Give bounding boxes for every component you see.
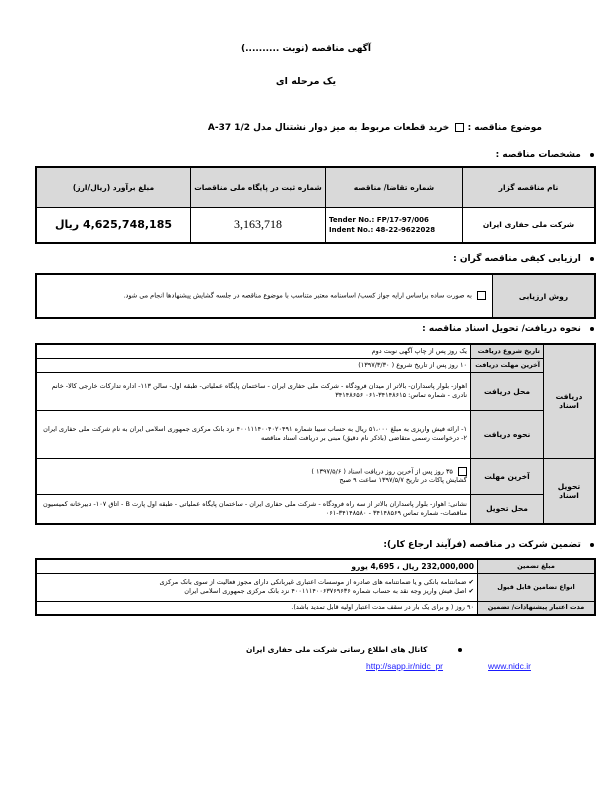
specs-heading-row: [294, 150, 594, 160]
validity-label: مدت اعتبار پیشنهادات/ تضمین: [478, 601, 596, 615]
method-label: نحوه دریافت: [471, 410, 544, 458]
specs-table: [35, 166, 596, 244]
checkmark-icon: ✔: [468, 587, 474, 595]
place-value: اهواز- بلوار پاسداران- بالاتر از میدان فرودگاه - شرکت ملی حفاری ایران - ساختمان پایگاه عملیاتی- طبقه اول- سالن ۱۱۳- اداره تدارکات خارجی کالا- خانم نادری - شماره تماس: ۳۴۱۴۸۶۱۵-۰۶۱ ۳۴۱۴۸۶۵۶: [36, 372, 471, 410]
type-item-1: ✔ ضمانتنامه بانکی و یا ضمانتنامه های صادره از موسسات اعتباری غیربانکی دارای مجوز فعالیت از سوی بانک مرکزی: [159, 578, 474, 586]
last-deadline-cell: [36, 458, 471, 494]
subject-label: موضوع مناقصه :: [467, 123, 542, 133]
documents-table: [35, 343, 596, 525]
guarantee-heading: تضمین شرکت در مناقصه (فرآیند ارجاع کار):: [383, 540, 581, 550]
start-value: یک روز پس از چاپ آگهی نوبت دوم: [36, 344, 471, 358]
bullet-icon: [590, 257, 594, 261]
subject-line: [62, 123, 542, 133]
evaluation-heading-row: [294, 254, 594, 264]
types-cell: [36, 573, 478, 601]
org-cell: شرکت ملی حفاری ایران: [463, 207, 596, 243]
last-deadline-label: آخرین مهلت: [471, 458, 544, 494]
deliver-place-label: محل تحویل: [471, 494, 544, 524]
start-label: تاریخ شروع دریافت: [471, 344, 544, 358]
evaluation-table: [35, 273, 596, 319]
receive-group-label: دریافت اسناد: [544, 344, 596, 458]
announcement-subtitle: یک مرحله ای: [275, 76, 337, 87]
type-item-2: ✔ اصل فیش واریز وجه نقد به حساب شماره ۴۰۰۱۱۱۴۰۰۶۳۷۶۹۶۳۶ نزد بانک مرکزی جمهوری اسلامی ایران: [184, 587, 474, 595]
checkmark-icon: ✔: [468, 578, 474, 586]
deadline-value: ۱۰ روز پس از تاریخ شروع ( ۱۳۹۷/۳/۳۰): [36, 358, 471, 372]
evaluation-method-label: روش ارزیابی: [493, 274, 596, 318]
announcement-title: آگهی مناقصه (نوبت ..........): [241, 44, 371, 54]
checkbox-icon: [455, 123, 464, 132]
amount-value: 232,000,000 ریال ، 4,695 یورو: [36, 559, 478, 573]
bullet-icon: [590, 327, 594, 331]
specs-heading: مشخصات مناقصه :: [495, 150, 581, 160]
deadline-label: آخرین مهلت دریافت: [471, 358, 544, 372]
indent-no: Indent No.: 48-22-9622028: [329, 225, 436, 234]
channels-text: کانال های اطلاع رسانی شرکت ملی حفاری ایران: [246, 645, 428, 654]
last-deadline-line-1: ۳۵ روز پس از آخرین روز دریافت اسناد ( ۱۳۹۷/۵/۶ ): [40, 467, 467, 477]
amount-label: مبلغ تضمین: [478, 559, 596, 573]
checkbox-icon: [477, 291, 486, 300]
bullet-icon: [590, 543, 594, 547]
documents-heading-row: [274, 324, 594, 334]
bullet-icon: [590, 153, 594, 157]
bullet-icon: [458, 648, 462, 652]
place-label: محل دریافت: [471, 372, 544, 410]
estimate-cell: 4,625,748,185 ریال: [36, 207, 191, 243]
national-reg-cell: 3,163,718: [191, 207, 326, 243]
method-cell: [36, 410, 471, 458]
channels-row: [162, 645, 462, 654]
deliver-place-value: نشانی: اهواز- بلوار پاسداران بالاتر از سه راه فرودگاه - شرکت ملی حفاری ایران - ساختمان پایگاه عملیاتی - طبقه اول پارت B - اتاق ۱۰۷- دبیرخانه کمیسیون مناقصات- شماره تماس ۳۴۱۴۸۵۶۹ - ۳۴۱۴۸۵۸۰-۰۶۱: [36, 494, 471, 524]
tender-cell: [326, 207, 463, 243]
types-label: انواع تضامین قابل قبول: [478, 573, 596, 601]
guarantee-table: [35, 558, 596, 616]
header-national-reg: شماره ثبت در پایگاه ملی مناقصات: [191, 167, 326, 207]
evaluation-heading: ارزیابی کیفی مناقصه گران :: [453, 254, 581, 264]
evaluation-method-text: به صورت ساده براساس ارایه جواز کسب/ اساسنامه معتبر متناسب با موضوع مناقصه در جلسه گشایش پیشنهادها انجام می شود.: [123, 291, 472, 300]
guarantee-heading-row: [274, 540, 594, 550]
header-tender: شماره تقاضا/ مناقصه: [326, 167, 463, 207]
header-estimate: مبلغ برآورد (ریال/ارز): [36, 167, 191, 207]
header-org: نام مناقصه گزار: [463, 167, 596, 207]
method-item-2: ۲- درخواست رسمی متقاضی (باذکر نام دقیق) مبنی بر دریافت اسناد مناقصه: [261, 434, 467, 442]
last-deadline-line-2: گشایش پاکات در تاریخ ۱۳۹۷/۵/۷ ساعت ۹ صبح: [339, 476, 467, 485]
tender-no: Tender No.: FP/17-97/006: [329, 215, 429, 224]
method-item-1: ۱- ارائه فیش واریزی به مبلغ ۵۱،۰۰۰ ریال به حساب سیبا شماره ۴۰۰۱۱۱۴۰۰۴۰۲۰۴۹۱ نزد بانک مرکزی جمهوری اسلامی ایران به نام شرکت ملی حفاری ایران: [43, 425, 467, 433]
nidc-link[interactable]: www.nidc.ir: [488, 661, 531, 671]
checkbox-icon: [458, 467, 467, 476]
validity-value: ۹۰ روز ( و برای یک بار در سقف مدت اعتبار اولیه قابل تمدید باشد).: [36, 601, 478, 615]
documents-heading: نحوه دریافت/ تحویل اسناد مناقصه :: [422, 324, 581, 334]
subject-value: خرید قطعات مربوط به میز دوار نشتنال مدل A-37 1/2: [207, 123, 450, 133]
sapp-link[interactable]: http://sapp.ir/nidc_pr: [366, 661, 444, 671]
evaluation-method-cell: [36, 274, 493, 318]
deliver-group-label: تحویل اسناد: [544, 458, 596, 524]
